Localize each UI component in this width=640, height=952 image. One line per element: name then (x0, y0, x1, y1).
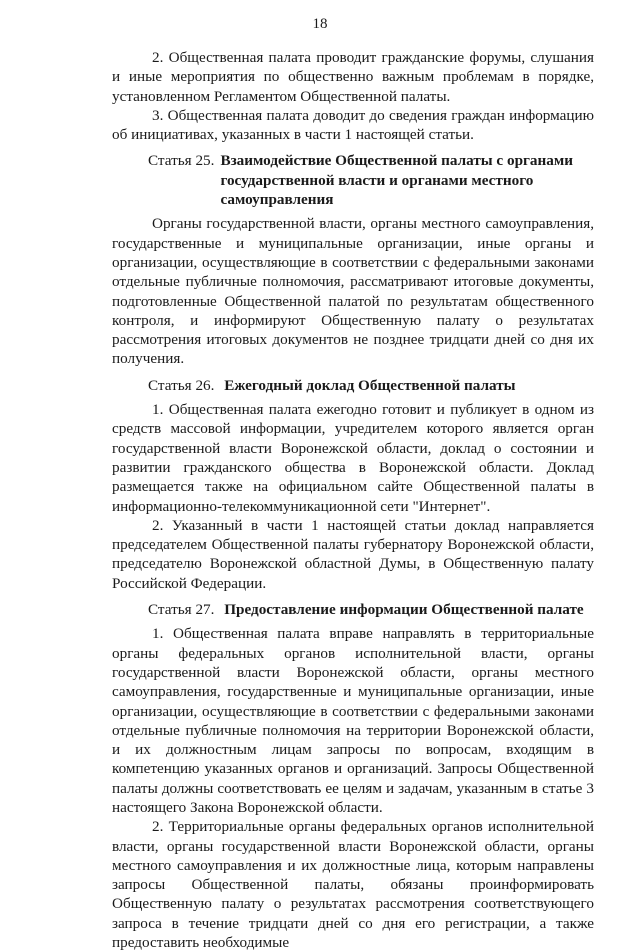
paragraph: Органы государственной власти, органы местного самоуправления, государственные и муниципальные организации, иные органы и организации, осуществляющие в соответствии с федеральными законами отдельные публичные полномочия, рассматривают итоговые документы, подготовленные Общественной палатой по результатам общественного контроля, и информируют Общественную палату о результатах рассмотрения итоговых документов не позднее тридцати дней со дня их получения. (112, 215, 594, 368)
paragraph: 2. Территориальные органы федеральных органов исполнительной власти, органы государственной власти Воронежской области, органы местного самоуправления и их должностные лица, которым направлены запросы Общественной палаты, обязаны проинформировать Общественную палату о результатах рассмотрения соответствующего запроса в течение тридцати дней со дня его регистрации, а также предоставить необходимые (112, 818, 594, 952)
article-title: Взаимодействие Общественной палаты с органами государственной власти и органами местного самоуправления (220, 152, 573, 209)
paragraph: 1. Общественная палата вправе направлять в территориальные органы федеральных органов исполнительной власти, органы государственной власти Воронежской области, органы местного самоуправления, государственные и муниципальные организации, иные организации, осуществляющие в соответствии с федеральными законами отдельные публичные полномочия на территории Воронежской области, и их должностным лицам запросы по вопросам, входящим в компетенцию указанных органов и организаций. Запросы Общественной палаты должны соответствовать ее целям и задачам, указанным в статье 3 настоящего Закона Воронежской области. (112, 625, 594, 816)
article-label: Статья 26. (148, 376, 215, 394)
paragraph: 2. Указанный в части 1 настоящей статьи доклад направляется председателем Общественной палаты губернатору Воронежской области, председателю Воронежской областной Думы, в Общественную палату Российской Федерации. (112, 516, 594, 592)
article-26-heading (112, 376, 594, 395)
article-label: Статья 25. (148, 152, 215, 170)
article-label: Статья 27. (148, 601, 215, 619)
paragraph: 3. Общественная палата доводит до сведения граждан информацию об инициативах, указанных в части 1 настоящей статьи. (112, 106, 594, 144)
article-title: Ежегодный доклад Общественной палаты (224, 376, 516, 394)
page-number: 18 (312, 16, 328, 32)
paragraph: 1. Общественная палата ежегодно готовит и публикует в одном из средств массовой информации, учредителем которого является орган государственной власти Воронежской области, доклад о состоянии и развитии гражданского общества в Воронежской области. Доклад размещается также на официальном сайте Общественной палаты в информационно-телекоммуникационной сети "Интернет". (112, 401, 594, 515)
paragraph: 2. Общественная палата проводит гражданские форумы, слушания и иные мероприятия по общественно важным проблемам в порядке, установленном Регламентом Общественной палаты. (112, 49, 594, 105)
document-body (112, 48, 594, 952)
article-27-heading (112, 600, 594, 619)
article-title: Предоставление информации Общественной палате (224, 601, 584, 619)
article-25-heading (112, 151, 594, 209)
